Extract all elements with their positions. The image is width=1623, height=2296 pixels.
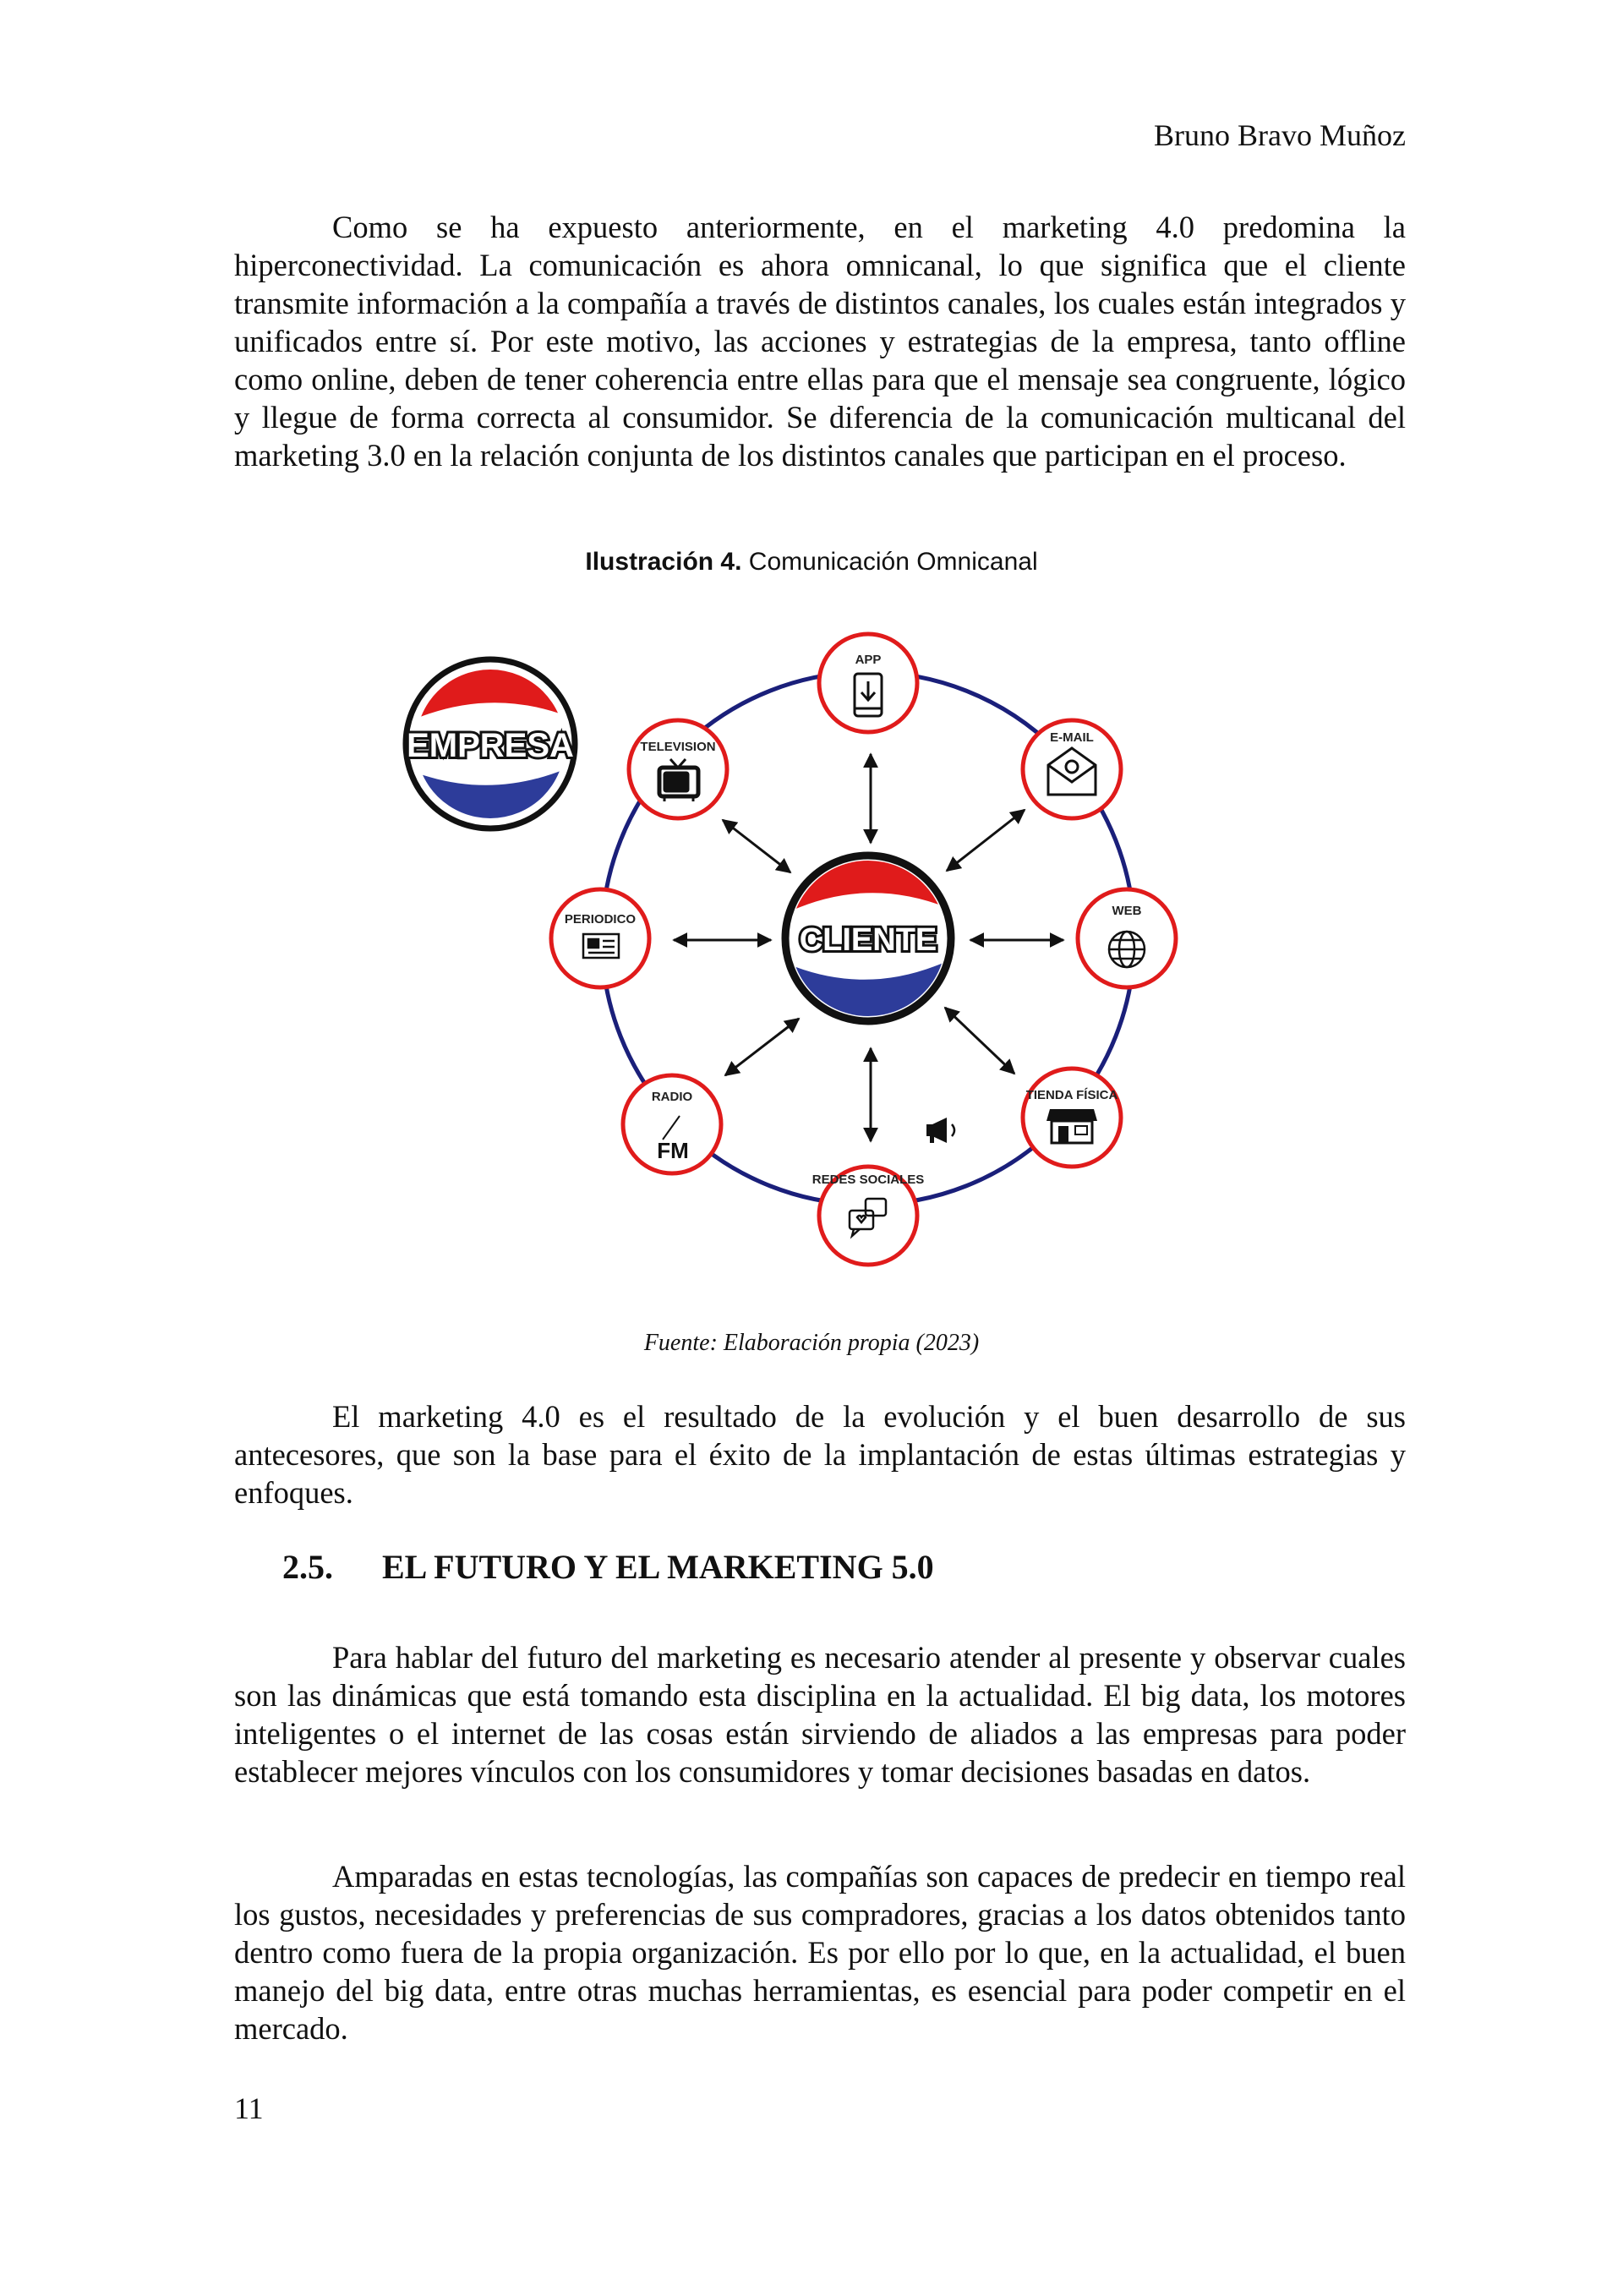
arrow-radio [725,1019,799,1075]
client-center-text: CLIENTE [799,922,937,958]
arrow-email [947,810,1025,871]
megaphone-icon [926,1118,954,1143]
arrow-television [723,820,790,872]
client-center [778,850,959,1027]
node-email-label: E-MAIL [1050,730,1094,745]
header-author: Bruno Bravo Muñoz [1154,118,1406,152]
node-web-label: WEB [1112,904,1142,918]
node-radio [623,1075,721,1173]
node-app [819,634,917,732]
section-heading [282,1547,934,1588]
page-number: 11 [234,2091,264,2125]
paragraph-omnichannel: Como se ha expuesto anteriormente, en el marketing 4.0 predomina la hiperconectividad. La comunicación es ahora omnicanal, lo que significa que el cliente transmite información a la compañía a través de distintos canales, los cuales están integrados y unificados entre sí. Por este motivo, las acciones y estrategias de la empresa, tanto offline como online, deben de tener coherencia entre ellas para que el mensaje sea congruente, lógico y llegue de forma correcta al consumidor. Se diferencia de la comunicación multicanal del marketing 3.0 en la relación conjunta de los distintos canales que participan en el proceso. [234,210,1406,473]
node-television [629,720,727,818]
radio-fm-text: FM [657,1138,689,1163]
figure-source: Fuente: Elaboración propia (2023) [643,1330,980,1356]
company-logo [397,651,583,837]
node-radio-label: RADIO [651,1090,693,1104]
paragraph-future: Para hablar del futuro del marketing es necesario atender al presente y observar cuales son las dinámicas que está tomando esta disciplina en la actualidad. El big data, los motores inteligentes o el internet de las cosas están sirviendo de aliados a las empresas para poder establecer mejores vínculos con los consumidores y tomar decisiones basadas en datos. [234,1640,1406,1789]
node-social-label: REDES SOCIALES [812,1173,925,1187]
figure-caption-text: Comunicación Omnicanal [741,548,1038,576]
node-app-label: APP [855,653,882,667]
arrow-store [945,1008,1014,1074]
node-web [1078,889,1176,987]
figure-caption-label: Ilustración 4. [585,548,742,576]
section-title: EL FUTURO Y EL MARKETING 5.0 [382,1548,934,1586]
node-email [1023,720,1121,818]
company-logo-text: EMPRESA [407,727,574,764]
node-television-label: TELEVISION [640,740,716,754]
node-newspaper [551,889,649,987]
paragraph-big-data: Amparadas en estas tecnologías, las compañías son capaces de predecir en tiempo real los gustos, necesidades y preferencias de sus compradores, gracias a los datos obtenidos tanto dentro como fuera de la propia organización. Es por ello por lo que, en la actualidad, el buen manejo del big data, entre otras muchas herramientas, es esencial para poder competir en el mercado. [234,1859,1406,2046]
paragraph-evolution: El marketing 4.0 es el resultado de la evolución y el buen desarrollo de sus antecesores, que son la base para el éxito de la implantación de estas últimas estrategias y enfoques. [234,1399,1406,1510]
section-number: 2.5. [282,1548,333,1586]
node-store [1023,1069,1121,1167]
node-social [812,1167,925,1265]
node-newspaper-label: PERIODICO [564,912,637,927]
node-store-label: TIENDA FÍSICA [1025,1088,1118,1102]
